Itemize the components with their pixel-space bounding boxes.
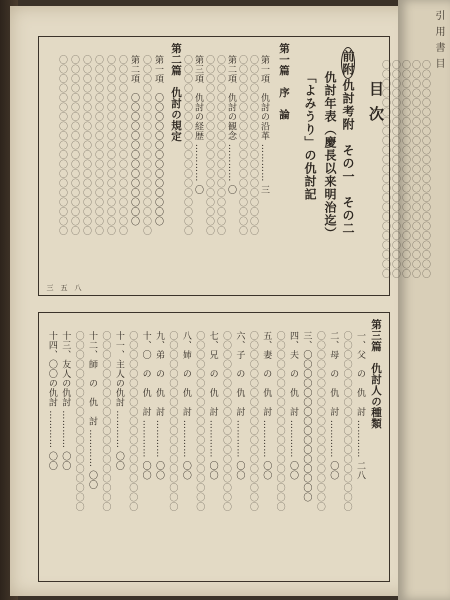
next-page-column: 〇〇〇〇〇〇〇〇〇〇〇〇〇〇〇〇〇〇〇〇〇〇〇 xyxy=(390,60,400,279)
contents-row: 〇〇〇〇〇〇〇〇〇〇〇〇〇〇〇〇〇〇〇 xyxy=(247,331,258,512)
next-page-column: 〇〇〇〇〇〇〇〇〇〇〇〇〇〇〇〇〇〇〇〇〇〇〇 xyxy=(420,60,430,279)
contents-row: 〇〇〇〇〇〇〇〇〇〇〇〇〇〇〇〇〇〇〇 xyxy=(274,331,285,512)
contents-row: 四、夫 の 仇 討 ………… 〇〇 xyxy=(288,331,298,481)
contents-row: 十二、師 の 仇 討 ………… 〇〇 xyxy=(87,331,97,490)
contents-row: 〇〇〇〇〇〇〇〇〇〇〇〇〇〇〇〇〇〇〇 xyxy=(182,55,192,236)
contents-row: 〇〇〇〇〇〇〇〇〇〇〇〇〇〇〇〇〇〇〇 xyxy=(127,331,138,512)
lower-contents-box xyxy=(38,312,390,582)
front-matter-line-3: 「よみうり」の仇討記 xyxy=(303,71,317,201)
contents-row: 〇〇〇〇〇〇〇〇〇〇〇〇〇〇〇〇〇〇〇 xyxy=(57,55,67,236)
part3-heading: 第三篇 仇討人の種類 xyxy=(370,319,382,429)
contents-row: 〇〇〇〇〇〇〇〇〇〇〇〇〇〇〇〇〇〇〇 xyxy=(105,55,115,236)
contents-row: 八、姉 の 仇 討 ………… 〇〇 xyxy=(180,331,191,481)
contents-row: 〇〇〇〇〇〇〇〇〇〇〇〇〇〇〇〇〇〇〇 xyxy=(167,331,178,512)
contents-row: 第二項 〇〇〇〇〇〇〇〇〇〇〇〇〇〇 xyxy=(129,55,139,226)
contents-row: 〇〇〇〇〇〇〇〇〇〇〇〇〇〇〇〇〇〇〇 xyxy=(248,55,258,236)
contents-row: 〇〇〇〇〇〇〇〇〇〇〇〇〇〇〇〇〇〇〇 xyxy=(141,55,151,236)
contents-row: 〇〇〇〇〇〇〇〇〇〇〇〇〇〇〇〇〇〇〇 xyxy=(314,331,325,512)
contents-row: 第二項 仇討の観念 ………… 〇 xyxy=(226,55,236,195)
contents-row: 〇〇〇〇〇〇〇〇〇〇〇〇〇〇〇〇〇〇〇 xyxy=(73,331,84,512)
contents-row: 九、弟 の 仇 討 ………… 〇〇 xyxy=(154,331,164,481)
contents-row: 五、妻 の 仇 討 ………… 〇〇 xyxy=(261,331,272,481)
contents-row: 一、父 の 仇 討 ………… 二八 xyxy=(355,331,365,481)
running-head: 引用書目 xyxy=(433,10,444,74)
contents-row: 〇〇〇〇〇〇〇〇〇〇〇〇〇〇〇〇〇〇〇 xyxy=(117,55,127,236)
next-page-edge xyxy=(380,0,450,600)
contents-page xyxy=(10,6,414,596)
page-number-mark: 三 xyxy=(46,284,54,291)
contents-row: 〇〇〇〇〇〇〇〇〇〇〇〇〇〇〇〇〇〇〇 xyxy=(100,331,111,512)
contents-row: 十四、〇〇の仇討 ………… 〇〇 xyxy=(46,331,57,471)
contents-row: 〇〇〇〇〇〇〇〇〇〇〇〇〇〇〇〇〇〇〇 xyxy=(69,55,79,236)
contents-row: 三、〇〇〇〇〇〇〇〇〇〇〇〇〇〇〇〇 xyxy=(301,331,312,502)
contents-row: 〇〇〇〇〇〇〇〇〇〇〇〇〇〇〇〇〇〇〇 xyxy=(341,331,352,512)
contents-row: 第三項 仇討の経歴 ………… 〇 xyxy=(193,55,203,195)
part2-heading: 第二篇 仇討の規定 xyxy=(170,43,182,142)
front-matter-text-1: 仇討考附 その一 その二 xyxy=(341,79,355,235)
front-matter-marker: 前附 xyxy=(341,47,355,79)
contents-row: 二、母 の 仇 討 ………… 〇〇 xyxy=(328,331,339,481)
front-matter-line xyxy=(341,47,355,235)
page-number-mark: 五 xyxy=(60,284,68,291)
contents-row: 〇〇〇〇〇〇〇〇〇〇〇〇〇〇〇〇〇〇〇 xyxy=(204,55,214,236)
contents-row: 十一、主人の仇討 ………… 〇〇 xyxy=(113,331,124,471)
contents-row: 七、兄 の 仇 討 ………… 〇〇 xyxy=(207,331,218,481)
contents-row: 〇〇〇〇〇〇〇〇〇〇〇〇〇〇〇〇〇〇〇 xyxy=(93,55,103,236)
contents-row: 〇〇〇〇〇〇〇〇〇〇〇〇〇〇〇〇〇〇〇 xyxy=(81,55,91,236)
contents-row: 〇〇〇〇〇〇〇〇〇〇〇〇〇〇〇〇〇〇〇 xyxy=(215,55,225,236)
front-matter-line-2: 仇討年表（慶長以来明治迄） xyxy=(323,71,337,240)
part1-heading: 第一篇 序 論 xyxy=(278,43,290,120)
next-page-column: 〇〇〇〇〇〇〇〇〇〇〇〇〇〇〇〇〇〇〇〇〇〇〇 xyxy=(400,60,410,279)
contents-row: 十三、友人の仇討 ………… 〇〇 xyxy=(60,331,71,471)
contents-row: 〇〇〇〇〇〇〇〇〇〇〇〇〇〇〇〇〇〇〇 xyxy=(237,55,247,236)
next-page-column: 〇〇〇〇〇〇〇〇〇〇〇〇〇〇〇〇〇〇〇〇〇〇〇 xyxy=(410,60,420,279)
contents-row: 十、〇 の 仇 討 ………… 〇〇 xyxy=(140,331,151,481)
page-number-mark: 八 xyxy=(74,284,82,291)
contents-row: 〇〇〇〇〇〇〇〇〇〇〇〇〇〇〇〇〇〇〇 xyxy=(194,331,205,512)
contents-row: 第一項 仇討の沿革 ………… 三 xyxy=(259,55,269,195)
contents-row: 第一項 〇〇〇〇〇〇〇〇〇〇〇〇〇〇 xyxy=(153,55,163,226)
contents-title: 目次 xyxy=(367,81,385,131)
upper-contents-box xyxy=(38,36,390,296)
contents-row: 〇〇〇〇〇〇〇〇〇〇〇〇〇〇〇〇〇〇〇 xyxy=(221,331,231,512)
contents-row: 六、子 の 仇 討 ………… 〇〇 xyxy=(234,331,245,481)
next-page-column: 〇〇〇〇〇〇〇〇〇〇〇〇〇〇〇〇〇〇〇〇〇〇〇 xyxy=(380,60,390,279)
